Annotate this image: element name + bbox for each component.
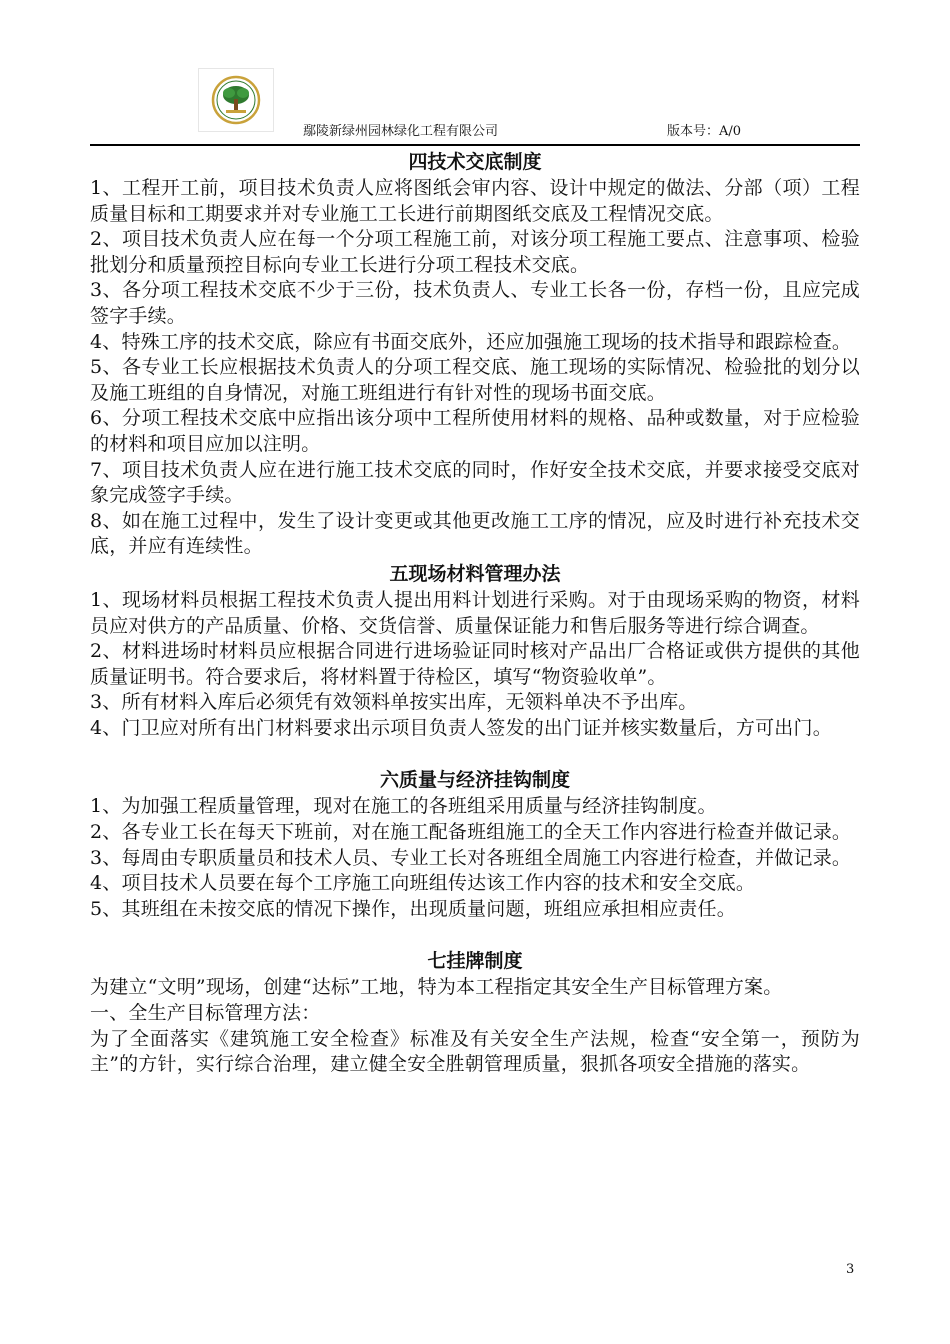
paragraph: 3、所有材料入库后必须凭有效领料单按实出库，无领料单决不予出库。 bbox=[90, 691, 698, 714]
paragraph: 7、项目技术负责人应在进行施工技术交底的同时，作好安全技术交底，并要求接受交底对象完成签字手续。 bbox=[90, 458, 860, 507]
spacer bbox=[90, 741, 860, 766]
paragraph: 4、项目技术人员要在每个工序施工向班组传达该工作内容的技术和安全交底。 bbox=[90, 872, 756, 895]
paragraph: 5、各专业工长应根据技术负责人的分项工程交底、施工现场的实际情况、检验批的划分以及施工班组的自身情况，对施工班组进行有针对性的现场书面交底。 bbox=[90, 356, 860, 404]
spacer bbox=[90, 922, 860, 947]
section-title: 五现场材料管理办法 bbox=[389, 562, 561, 585]
section-title: 七挂牌制度 bbox=[427, 950, 523, 973]
paragraph: 4、门卫应对所有出门材料要求出示项目负责人签发的出门证并核实数量后，方可出门。 bbox=[90, 716, 832, 739]
paragraph: 一、全生产目标管理方法： bbox=[90, 1002, 321, 1025]
paragraph: 6、分项工程技术交底中应指出该分项中工程所使用材料的规格、品种或数量，对于应检验的材料和项目应加以注明。 bbox=[90, 407, 860, 455]
paragraph: 为了全面落实《建筑施工安全检查》标准及有关安全生产法规，检查“安全第一，预防为主”的方针，实行综合治理，建立健全安全胜朝管理质量，狠抓各项安全措施的落实。 bbox=[90, 1027, 860, 1076]
paragraph: 为建立“文明”现场，创建“达标”工地，特为本工程指定其安全生产目标管理方案。 bbox=[90, 976, 783, 999]
document-body bbox=[90, 148, 860, 1078]
paragraph: 1、现场材料员根据工程技术负责人提出用料计划进行采购。对于由现场采购的物资，材料员应对供方的产品质量、价格、交货信誉、质量保证能力和售后服务等进行综合调查。 bbox=[90, 588, 860, 637]
page-number: 3 bbox=[846, 1262, 855, 1277]
paragraph: 1、工程开工前，项目技术负责人应将图纸会审内容、设计中规定的做法、分部（项）工程质量目标和工期要求并对专业施工工长进行前期图纸交底及工程情况交底。 bbox=[90, 177, 860, 225]
paragraph: 4、特殊工序的技术交底，除应有书面交底外，还应加强施工现场的技术指导和跟踪检查。 bbox=[90, 330, 852, 353]
paragraph: 5、其班组在未按交底的情况下操作，出现质量问题，班组应承担相应责任。 bbox=[90, 897, 736, 920]
tree-emblem-icon bbox=[199, 69, 273, 131]
section-title: 四技术交底制度 bbox=[408, 151, 542, 173]
paragraph: 8、如在施工过程中，发生了设计变更或其他更改施工工序的情况，应及时进行补充技术交底，并应有连续性。 bbox=[90, 509, 860, 558]
paragraph: 3、各分项工程技术交底不少于三份，技术负责人、专业工长各一份，存档一份，且应完成签字手续。 bbox=[90, 279, 860, 327]
paragraph: 1、为加强工程质量管理，现对在施工的各班组采用质量与经济挂钩制度。 bbox=[90, 795, 717, 818]
header-company-name: 鄢陵新绿州园林绿化工程有限公司 bbox=[303, 124, 499, 139]
paragraph: 2、各专业工长在每天下班前，对在施工配备班组施工的全天工作内容进行检查并做记录。 bbox=[90, 821, 852, 844]
paragraph: 2、项目技术负责人应在每一个分项工程施工前，对该分项工程施工要点、注意事项、检验批划分和质量预控目标向专业工长进行分项工程技术交底。 bbox=[90, 228, 860, 276]
header-version-number: 版本号：A/0 bbox=[667, 124, 742, 139]
paragraph: 2、材料进场时材料员应根据合同进行进场验证同时核对产品出厂合格证或供方提供的其他质量证明书。符合要求后，将材料置于待检区，填写“物资验收单”。 bbox=[90, 640, 860, 688]
company-logo bbox=[198, 68, 274, 132]
section-title: 六质量与经济挂钩制度 bbox=[379, 769, 570, 792]
paragraph: 3、每周由专职质量员和技术人员、专业工长对各班组全周施工内容进行检查，并做记录。 bbox=[90, 846, 852, 869]
header-divider bbox=[90, 144, 860, 146]
